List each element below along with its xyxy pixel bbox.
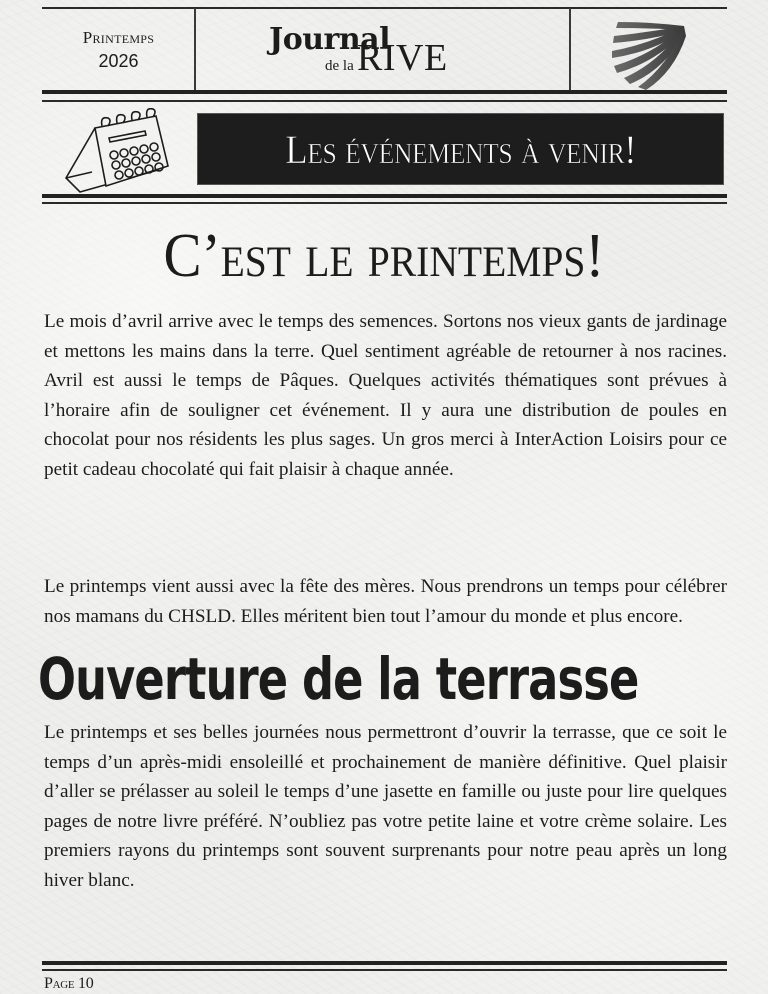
footer-thick-rule [42,961,727,965]
banner-bottom-thick-rule [42,194,727,198]
article-title: C’est le printemps! [163,222,605,290]
masthead-bottom-thin-rule [42,100,727,102]
paragraph-text: Le mois d’avril arrive avec le temps des semences. Sortons nos vieux gants de jardinage et mettons les mains dans la terre. Quel sentiment agréable de retourner à nos racines. Avril est aussi le temps de Pâques. Quelques activités thématiques sont prévues à l’horaire afin de souligner cet événement. Il y aura une distribution de poules en chocolat pour nos résidents les plus sages. Un gros merci à InterAction Loisirs pour ce petit cadeau chocolaté qui fait plaisir à chaque année. [44,311,727,480]
desk-calendar-icon [62,108,174,196]
journal-brand [197,8,570,92]
footer-thin-rule [42,969,727,971]
upcoming-events-banner [197,113,724,185]
striped-shield-logo-icon [610,14,690,90]
issue-season [42,8,195,92]
page-number: Page 10 [44,975,94,992]
season-label: Printemps [82,28,155,47]
paragraph-text: Le printemps vient aussi avec la fête des mères. Nous prendrons un temps pour célébrer nos mamans du CHSLD. Elles méritent bien tout l’amour du monde et plus encore. [44,576,727,627]
paragraph-text: Le printemps et ses belles journées nous permettront d’ouvrir la terrasse, que ce soit le temps d’un après-midi ensoleillé et prochainement de manière définitive. Quel plaisir d’aller se prélasser au soleil le temps d’une jasette en famille ou juste pour lire quelques pages de notre livre préféré. N’oubliez pas votre petite laine et votre crème solaire. Les premiers rayons du printemps sont souvent surprenants pour notre peau après un long hiver blanc. [44,722,727,891]
brand-de-la-word: de la [325,58,354,74]
article-paragraph-1 [44,307,727,484]
brand-rive-word: RIVE [357,37,448,79]
season-year: 2026 [98,51,139,71]
brand-journal-word: Journal [269,22,390,57]
banner-title: Les événements à venir! [285,126,636,172]
section-paragraph [44,718,727,895]
section-heading-terrace: Ouverture de la terrasse [38,646,639,714]
banner-bottom-thin-rule [42,202,727,204]
article-paragraph-2 [44,572,727,631]
